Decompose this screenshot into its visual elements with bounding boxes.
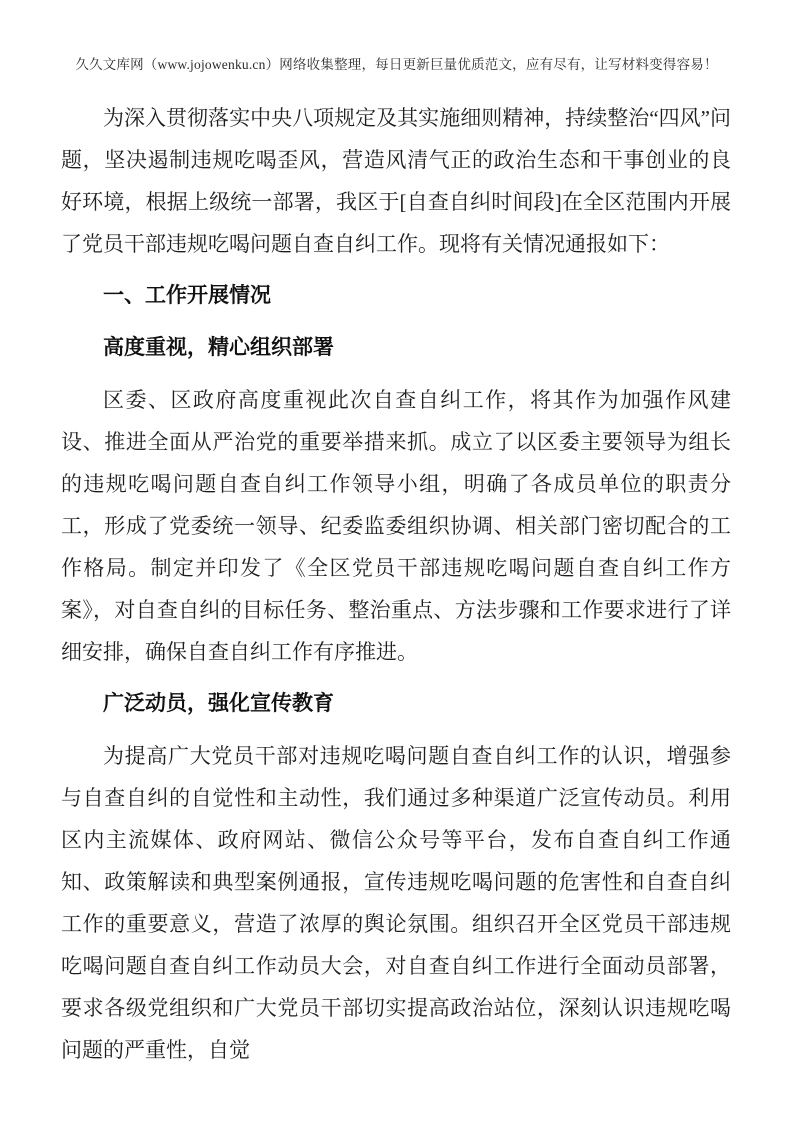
document-content [61, 97, 731, 1071]
paragraph-organization: 区委、区政府高度重视此次自查自纠工作，将其作为加强作风建设、推进全面从严治党的重要举措来抓。成立了以区委主要领导为组长的违规吃喝问题自查自纠工作领导小组，明确了各成员单位的职责分工，形成了党委统一领导、纪委监委组织协调、相关部门密切配合的工作格局。制定并印发了《全区党员干部违规吃喝问题自查自纠工作方案》，对自查自纠的目标任务、整治重点、方法步骤和工作要求进行了详细安排，确保自查自纠工作有序推进。 [61, 388, 731, 664]
site-notice-text: 久久文库网（www.jojowenku.cn）网络收集整理，每日更新巨量优质范文，应有尽有，让写材料变得容易！ [75, 57, 718, 72]
paragraph-mobilization: 为提高广大党员干部对违规吃喝问题自查自纠工作的认识，增强参与自查自纠的自觉性和主动性，我们通过多种渠道广泛宣传动员。利用区内主流媒体、政府网站、微信公众号等平台，发布自查自纠工作通知、政策解读和典型案例通报，宣传违规吃喝问题的危害性和自查自纠工作的重要意义，营造了浓厚的舆论氛围。组织召开全区党员干部违规吃喝问题自查自纠工作动员大会，对自查自纠工作进行全面动员部署，要求各级党组织和广大党员干部切实提高政治站位，深刻认识违规吃喝问题的严重性，自觉 [61, 744, 731, 1062]
subsection-heading-mobilization: 广泛动员，强化宣传教育 [103, 692, 334, 715]
section-heading-work-progress: 一、工作开展情况 [103, 284, 271, 307]
subsection-heading-organization: 高度重视，精心组织部署 [103, 336, 334, 359]
paragraph-intro: 为深入贯彻落实中央八项规定及其实施细则精神，持续整治“四风”问题，坚决遏制违规吃喝歪风，营造风清气正的政治生态和干事创业的良好环境，根据上级统一部署，我区于[自查自纠时间段]在全区范围内开展了党员干部违规吃喝问题自查自纠工作。现将有关情况通报如下： [61, 106, 731, 256]
site-header [0, 53, 793, 73]
